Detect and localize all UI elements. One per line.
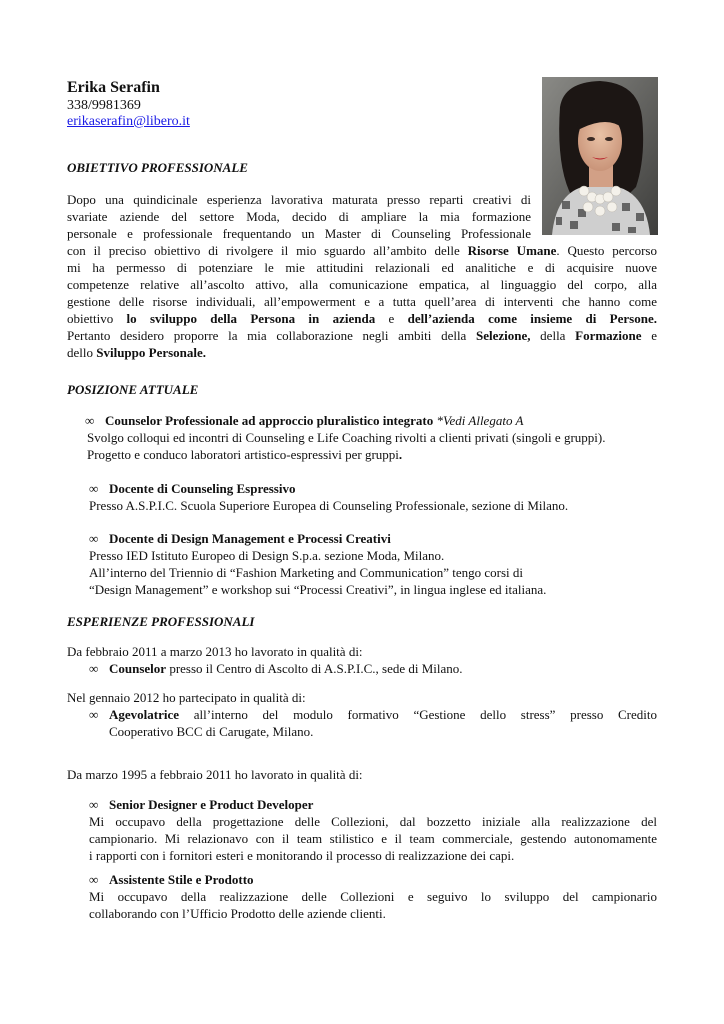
text-line [89, 564, 669, 581]
section-title-posizione: POSIZIONE ATTUALE [67, 382, 199, 397]
text-run: Mi occupavo della realizzazione delle Collezioni e seguivo lo sviluppo del campionario [89, 889, 657, 904]
bold-text: . [398, 447, 403, 462]
infinity-bullet-icon: ∞ [89, 531, 99, 546]
section-title-esperienze: ESPERIENZE PROFESSIONALI [67, 614, 255, 629]
obiettivo-line [67, 310, 657, 327]
posizione-item-1-note: *Vedi Allegato A [433, 413, 524, 428]
infinity-bullet-icon: ∞ [89, 872, 99, 887]
bold-text: Selezione, [476, 328, 531, 343]
text-run: Dopo una quindicinale esperienza lavorativa maturata presso reparti creativi di [67, 192, 531, 207]
text-run: e [375, 311, 408, 326]
bold-text: Risorse Umane [467, 243, 557, 258]
esperienze-item-counselor-text: presso il Centro di Ascolto di A.S.P.I.C., sede di Milano. [166, 661, 463, 676]
bold-text: Sviluppo Personale. [96, 345, 207, 360]
text-line [89, 497, 669, 514]
posizione-item-1-heading [85, 412, 523, 429]
text-line [89, 905, 657, 922]
email-link[interactable]: erikaserafin@libero.it [67, 114, 190, 129]
role-2-title: Assistente Stile e Prodotto [109, 872, 254, 887]
text-run: e [641, 328, 657, 343]
posizione-item-2-title: Docente di Counseling Espressivo [109, 481, 296, 496]
role-2-description [89, 888, 657, 922]
infinity-bullet-icon: ∞ [89, 481, 99, 496]
infinity-bullet-icon: ∞ [89, 797, 99, 812]
text-run: collaborando con l’Ufficio Prodotto delle aziende clienti. [89, 906, 386, 921]
bold-text: lo sviluppo della Persona in azienda [126, 311, 376, 326]
text-run: competenze relative all’ascolto attivo, alla comunicazione empatica, al linguaggio del corpo, alla [67, 277, 657, 292]
esperienze-item-agevolatrice-line-2: Cooperativo BCC di Carugate, Milano. [109, 724, 314, 739]
text-line [89, 813, 657, 830]
text-line [89, 830, 657, 847]
text-run: Mi occupavo della progettazione delle Collezioni, dal bozzetto iniziale alla realizzazione del [89, 814, 657, 829]
obiettivo-line [67, 344, 657, 361]
infinity-bullet-icon: ∞ [89, 707, 99, 722]
obiettivo-line [67, 259, 657, 276]
text-line [87, 429, 667, 446]
esperienze-intro-3: Da marzo 1995 a febbraio 2011 ho lavorato in qualità di: [67, 767, 363, 782]
text-line [87, 446, 667, 463]
text-run: . Questo percorso [556, 243, 657, 258]
obiettivo-line [67, 293, 657, 310]
phone-number: 338/9981369 [67, 98, 141, 113]
text-run: della [530, 328, 576, 343]
obiettivo-line [67, 208, 531, 225]
role-1-title: Senior Designer e Product Developer [109, 797, 314, 812]
esperienze-intro-2: Nel gennaio 2012 ho partecipato in qualità di: [67, 690, 306, 705]
text-run: All’interno del Triennio di “Fashion Marketing and Communication” tengo corsi di [89, 565, 523, 580]
obiettivo-line [67, 225, 531, 242]
posizione-item-3-heading [89, 530, 391, 547]
role-1-description [89, 813, 657, 864]
text-line [89, 847, 657, 864]
obiettivo-line [67, 327, 657, 344]
text-run: Progetto e conduco laboratori artistico-espressivi per gruppi [87, 447, 399, 462]
esperienze-item-counselor-title: Counselor [109, 661, 167, 676]
text-run: i rapporti con i fornitori esteri e monitorando il processo di realizzazione dei capi. [89, 848, 515, 863]
text-run: con il preciso obiettivo di rivolgere il mio sguardo all’ambito delle [67, 243, 468, 258]
obiettivo-line [67, 242, 657, 259]
obiettivo-paragraph [67, 191, 657, 361]
text-line [89, 547, 669, 564]
text-run: Pertanto desidero proporre la mia collaborazione negli ambiti della [67, 328, 476, 343]
obiettivo-line [67, 276, 657, 293]
posizione-item-1-title: Counselor Professionale ad approccio pluralistico integrato [105, 413, 434, 428]
text-run: campionario. Mi relazionavo con il team stilistico e il team commerciale, gestendo autonomamente [89, 831, 657, 846]
bold-text: dell’azienda come insieme di Persone. [407, 311, 657, 326]
esperienze-item-counselor [89, 660, 463, 677]
posizione-item-2-heading [89, 480, 295, 497]
section-title-obiettivo: OBIETTIVO PROFESSIONALE [67, 160, 248, 175]
text-run: svariate aziende del settore Moda, decido di ampliare la mia formazione [67, 209, 531, 224]
obiettivo-line [67, 191, 531, 208]
text-run: all’interno del modulo formativo “Gestione dello stress” presso Credito [179, 707, 657, 722]
text-run: Presso IED Istituto Europeo di Design S.p.a. sezione Moda, Milano. [89, 548, 445, 563]
infinity-bullet-icon: ∞ [89, 661, 99, 676]
posizione-item-2-description [89, 497, 669, 514]
text-run: dello [67, 345, 97, 360]
esperienze-item-agevolatrice-line-1 [109, 706, 657, 723]
esperienze-intro-1: Da febbraio 2011 a marzo 2013 ho lavorato in qualità di: [67, 644, 363, 659]
infinity-bullet-icon: ∞ [85, 413, 95, 428]
text-line [89, 581, 669, 598]
role-2-heading [89, 871, 254, 888]
candidate-name: Erika Serafin [67, 79, 160, 96]
text-line [89, 888, 657, 905]
posizione-item-3-description [89, 547, 669, 598]
text-run: personale e professionale frequentando un Master di Counseling Professionale [67, 226, 531, 241]
text-run: “Design Management” e workshop sui “Processi Creativi”, in lingua inglese ed italiana. [89, 582, 547, 597]
bold-text: Agevolatrice [109, 707, 180, 722]
posizione-item-3-title: Docente di Design Management e Processi Creativi [109, 531, 391, 546]
text-run: gestione delle risorse individuali, all’empowerment e a tutta quell’area di interventi che hanno come [67, 294, 657, 309]
bold-text: Formazione [575, 328, 642, 343]
text-run: Svolgo colloqui ed incontri di Counseling e Life Coaching rivolti a clienti privati (singoli e gruppi). [87, 430, 606, 445]
esperienze-item-agevolatrice-bullet [89, 706, 109, 723]
posizione-item-1-description [87, 429, 667, 463]
text-run: Presso A.S.P.I.C. Scuola Superiore Europea di Counseling Professionale, sezione di Milano. [89, 498, 569, 513]
role-1-heading [89, 796, 313, 813]
text-run: mi ha permesso di potenziare le mie attitudini relazionali ed analitiche e di acquisire nuove [67, 260, 657, 275]
text-run: obiettivo [67, 311, 127, 326]
